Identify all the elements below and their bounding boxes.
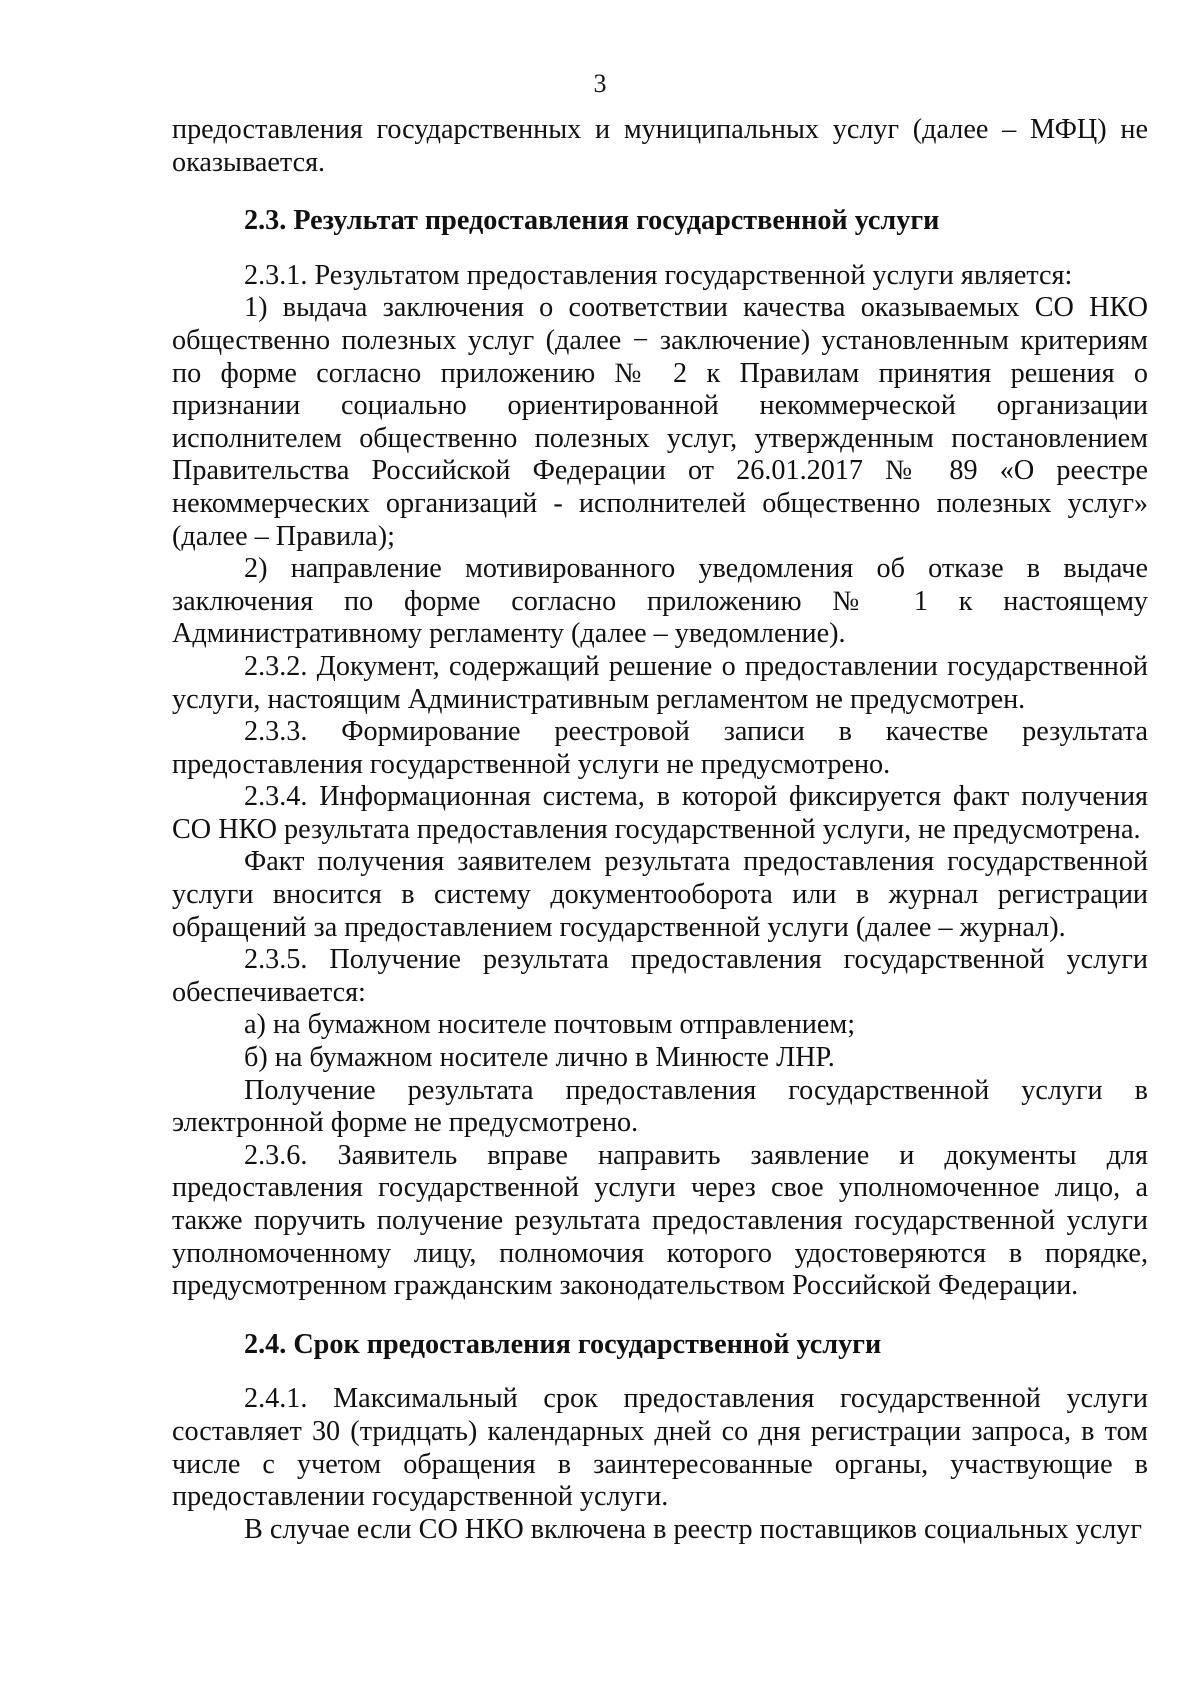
paragraph: 2.3.1. Результатом предоставления государственной услуги является: xyxy=(244,259,1073,291)
section-heading-2-3: 2.3. Результат предоставления государственной услуги xyxy=(244,205,940,237)
paragraph: а) на бумажном носителе почтовым отправлением; xyxy=(244,1009,856,1041)
paragraph: Факт получения заявителем результата предоставления государственной услуги вносится в систему документооборота или в журнал регистрации обращений за предоставлением государственной услуги (далее – журнал). xyxy=(172,846,1148,943)
page-number: 3 xyxy=(593,69,607,98)
paragraph: 2.4.1. Максимальный срок предоставления государственной услуги составляет 30 (тридцать) календарных дней со дня регистрации запроса, в том числе с учетом обращения в заинтересованные органы, участвующие в предоставлении государственной услуги. xyxy=(172,1383,1148,1513)
paragraph: 2.3.4. Информационная система, в которой фиксируется факт получения СО НКО результата предоставления государственной услуги, не предусмотрена. xyxy=(172,781,1148,845)
paragraph: 2.3.3. Формирование реестровой записи в качестве результата предоставления государственной услуги не предусмотрено. xyxy=(172,716,1148,780)
section-heading-2-4: 2.4. Срок предоставления государственной услуги xyxy=(244,1328,882,1360)
paragraph: 1) выдача заключения о соответствии качества оказываемых СО НКО общественно полезных услуг (далее − заключение) установленным критериям по форме согласно приложению № 2 к Правилам принятия решения о признании социально ориентированной некоммерческой организации исполнителем общественно полезных услуг, утвержденным постановлением Правительства Российской Федерации от 26.01.2017 № 89 «О реестре некоммерческих организаций - исполнителей общественно полезных услуг» (далее – Правила); xyxy=(172,292,1148,552)
paragraph: 2.3.6. Заявитель вправе направить заявление и документы для предоставления государственной услуги через свое уполномоченное лицо, а также поручить получение результата предоставления государственной услуги уполномоченному лицу, полномочия которого удостоверяются в порядке, предусмотренном гражданским законодательством Российской Федерации. xyxy=(172,1139,1148,1302)
paragraph-continuation: предоставления государственных и муниципальных услуг (далее – МФЦ) не оказывается. xyxy=(172,114,1148,178)
paragraph: 2) направление мотивированного уведомления об отказе в выдаче заключения по форме согласно приложению № 1 к настоящему Административному регламенту (далее – уведомление). xyxy=(172,553,1148,650)
document-body xyxy=(172,114,1148,1546)
paragraph: В случае если СО НКО включена в реестр поставщиков социальных услуг xyxy=(244,1513,1142,1545)
paragraph: б) на бумажном носителе лично в Минюсте ЛНР. xyxy=(244,1042,835,1074)
paragraph: 2.3.5. Получение результата предоставления государственной услуги обеспечивается: xyxy=(172,944,1148,1008)
paragraph: 2.3.2. Документ, содержащий решение о предоставлении государственной услуги, настоящим Административным регламентом не предусмотрен. xyxy=(172,650,1148,715)
paragraph: Получение результата предоставления государственной услуги в электронной форме не предусмотрено. xyxy=(172,1074,1148,1139)
